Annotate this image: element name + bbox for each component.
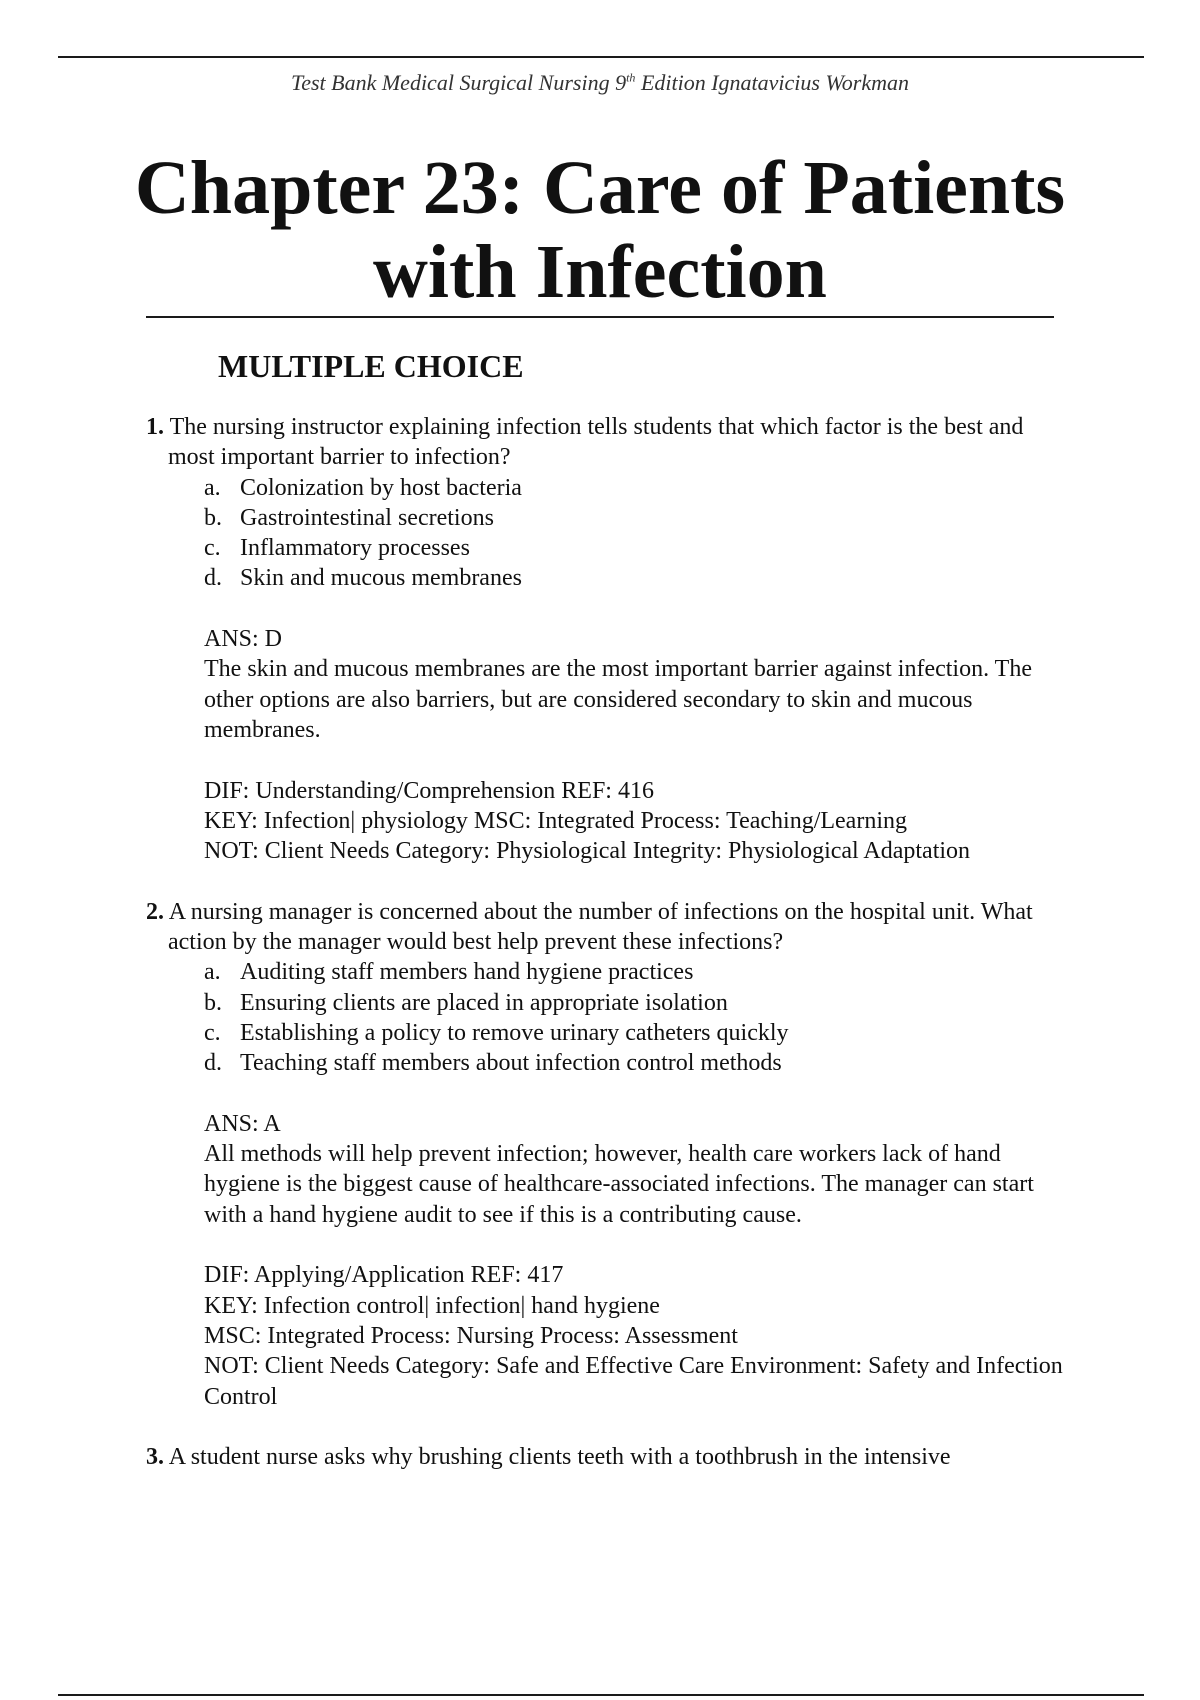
running-header xyxy=(0,70,1200,96)
option-c xyxy=(204,533,1066,563)
chapter-title xyxy=(0,146,1200,314)
keywords: KEY: Infection| physiology MSC: Integrated Process: Teaching/Learning xyxy=(204,807,907,834)
bottom-rule xyxy=(58,1694,1144,1696)
integrated-process: MSC: Integrated Process: Nursing Process: Assessment xyxy=(204,1322,738,1349)
answer-key: ANS: A xyxy=(204,1110,281,1137)
keywords: KEY: Infection control| infection| hand hygiene xyxy=(204,1292,660,1319)
option-letter: c. xyxy=(204,1019,221,1046)
option-d xyxy=(204,563,1066,593)
option-text: Establishing a policy to remove urinary catheters quickly xyxy=(240,1019,789,1046)
option-letter: c. xyxy=(204,535,221,562)
chapter-title-line-2: with Infection xyxy=(373,230,827,314)
question-stem xyxy=(146,1442,1066,1472)
running-header-superscript: th xyxy=(626,70,636,85)
question-1 xyxy=(146,412,1066,866)
answer-block xyxy=(204,1109,1066,1230)
option-letter: d. xyxy=(204,1050,222,1077)
running-header-suffix: Edition Ignatavicius Workman xyxy=(635,70,909,95)
rationale: All methods will help prevent infection; however, health care workers lack of hand hygiene is the biggest cause of healthcare-associated infections. The manager can start with a hand hygiene audit to see if this is a contributing cause. xyxy=(204,1141,1034,1228)
running-header-prefix: Test Bank Medical Surgical Nursing 9 xyxy=(291,70,627,95)
question-text: A student nurse asks why brushing clients teeth with a toothbrush in the intensive xyxy=(168,1444,951,1471)
option-text: Ensuring clients are placed in appropriate isolation xyxy=(240,989,728,1016)
question-number: 2. xyxy=(146,898,164,925)
metadata-block xyxy=(204,1260,1066,1411)
question-text: A nursing manager is concerned about the number of infections on the hospital unit. What action by the manager would best help prevent these infections? xyxy=(168,898,1033,956)
title-underline xyxy=(146,316,1054,318)
chapter-title-line-1: Chapter 23: Care of Patients xyxy=(134,146,1066,230)
question-text: The nursing instructor explaining infection tells students that which factor is the best and most important barrier to infection? xyxy=(168,414,1024,471)
option-a xyxy=(204,957,1066,987)
question-number: 1. xyxy=(146,414,164,440)
client-needs: NOT: Client Needs Category: Physiological Integrity: Physiological Adaptation xyxy=(204,838,971,865)
difficulty-reference: DIF: Applying/Application REF: 417 xyxy=(204,1262,564,1289)
option-letter: b. xyxy=(204,989,222,1016)
option-text: Auditing staff members hand hygiene practices xyxy=(240,959,694,986)
option-d xyxy=(204,1048,1066,1078)
option-letter: b. xyxy=(204,504,222,531)
question-2 xyxy=(146,897,1066,1412)
option-letter: a. xyxy=(204,959,221,986)
client-needs: NOT: Client Needs Category: Safe and Effective Care Environment: Safety and Infection Control xyxy=(204,1353,1063,1410)
metadata-block xyxy=(204,776,1066,867)
question-list xyxy=(146,412,1066,1503)
option-text: Skin and mucous membranes xyxy=(240,565,522,592)
answer-block xyxy=(204,624,1066,745)
question-number: 3. xyxy=(146,1444,164,1471)
answer-options xyxy=(146,473,1066,594)
option-b xyxy=(204,988,1066,1018)
answer-options xyxy=(146,957,1066,1078)
option-text: Colonization by host bacteria xyxy=(240,474,522,501)
question-stem xyxy=(146,897,1066,958)
option-c xyxy=(204,1018,1066,1048)
rationale: The skin and mucous membranes are the most important barrier against infection. The other options are also barriers, but are considered secondary to skin and mucous membranes. xyxy=(204,656,1032,743)
top-rule xyxy=(58,56,1144,58)
question-stem xyxy=(146,412,1066,473)
option-b xyxy=(204,503,1066,533)
option-text: Teaching staff members about infection control methods xyxy=(240,1050,782,1077)
section-heading: MULTIPLE CHOICE xyxy=(218,348,524,384)
option-letter: d. xyxy=(204,565,222,592)
option-text: Gastrointestinal secretions xyxy=(240,504,494,531)
option-a xyxy=(204,473,1066,503)
question-3 xyxy=(146,1442,1066,1472)
answer-key: ANS: D xyxy=(204,626,283,653)
option-text: Inflammatory processes xyxy=(240,535,470,562)
option-letter: a. xyxy=(204,474,221,501)
difficulty-reference: DIF: Understanding/Comprehension REF: 416 xyxy=(204,777,654,804)
